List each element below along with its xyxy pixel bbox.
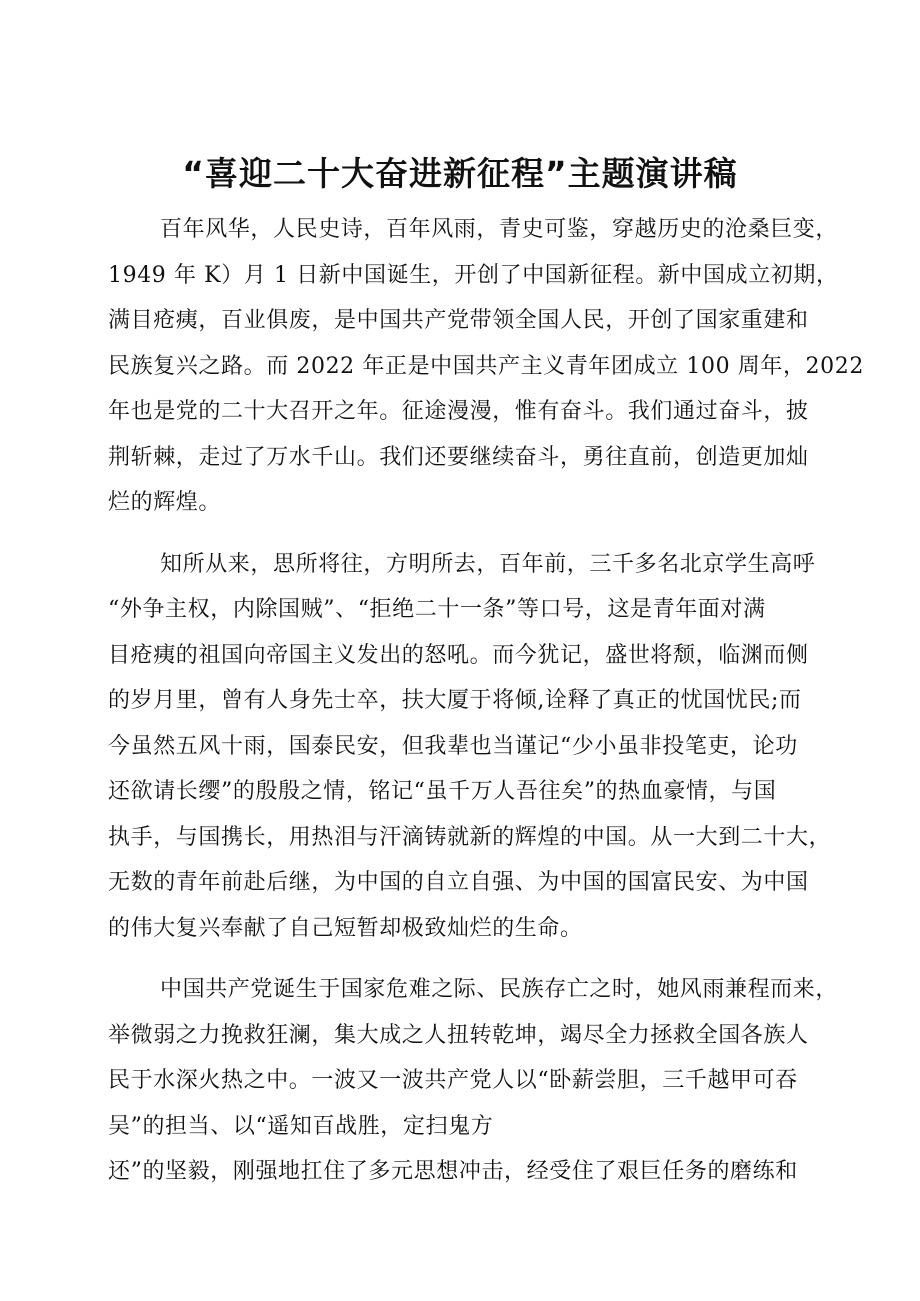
text-line: 执手，与国携长，用热泪与汗滴铸就新的辉煌的中国。从一大到二十大， xyxy=(108,824,832,850)
paragraph-gap xyxy=(108,951,838,967)
document-body xyxy=(108,207,864,1195)
text-line: 吴”的担当、以“遥知百战胜，定扫鬼方 xyxy=(108,1113,494,1139)
text-line: 今虽然五风十雨，国泰民安，但我辈也当谨记“少小虽非投笔吏，论功 xyxy=(108,733,798,759)
text-line: 民族复兴之路。而 2022 年正是中国共产主义青年团成立 100 周年，2022 xyxy=(108,353,864,379)
text-line: 1949 年 K）月 1 日新中国诞生，开创了中国新征程。新中国成立初期， xyxy=(108,262,839,288)
text-line: 的岁月里，曾有人身先士卒，扶大厦于将倾,诠释了真正的忧国忧民;而 xyxy=(108,688,802,713)
text-line: “外争主权，内除国贼”、“拒绝二十一条”等口号，这是青年面对满 xyxy=(108,597,766,622)
text-line: 目疮痍的祖国向帝国主义发出的怒吼。而今犹记，盛世将颓，临渊而侧 xyxy=(108,642,809,668)
text-line: 年也是党的二十大召开之年。征途漫漫，惟有奋斗。我们通过奋斗，披 xyxy=(108,399,809,424)
text-line: 中国共产党诞生于国家危难之际、民族存亡之时，她风雨兼程而来， xyxy=(160,977,839,1002)
text-line: 百年风华，人民史诗，百年风雨，青史可鉴，穿越历史的沧桑巨变， xyxy=(160,217,839,242)
text-line: 还欲请长缨”的殷殷之情，铭记“虽千万人吾往矣”的热血豪情，与国 xyxy=(108,779,777,804)
text-line: 荆斩棘，走过了万水千山。我们还要继续奋斗，勇往直前，创造更加灿 xyxy=(108,444,809,470)
text-line: 民于水深火热之中。一波又一波共产党人以“卧薪尝胆，三千越甲可吞 xyxy=(108,1068,798,1093)
document-title: “喜迎二十大奋进新征程”主题演讲稿 xyxy=(182,154,738,193)
text-line: 知所从来，思所将往，方明所去，百年前，三千多名北京学生高呼 xyxy=(160,551,816,577)
paragraph-gap xyxy=(108,526,838,542)
text-line: 无数的青年前赴后继，为中国的自立自强、为中国的国富民安、为中国 xyxy=(108,870,809,895)
text-line: 举微弱之力挽救狂澜，集大成之人扭转乾坤，竭尽全力拯救全国各族人 xyxy=(108,1022,809,1048)
text-line: 满目疮痍，百业俱废，是中国共产党带领全国人民，开创了国家重建和 xyxy=(108,308,809,333)
text-line: 的伟大复兴奉献了自己短暂却极致灿烂的生命。 xyxy=(108,915,583,941)
text-line: 烂的辉煌。 xyxy=(108,490,222,515)
text-line: 还”的坚毅，刚强地扛住了多元思想冲击，经受住了艰巨任务的磨练和 xyxy=(108,1159,798,1184)
